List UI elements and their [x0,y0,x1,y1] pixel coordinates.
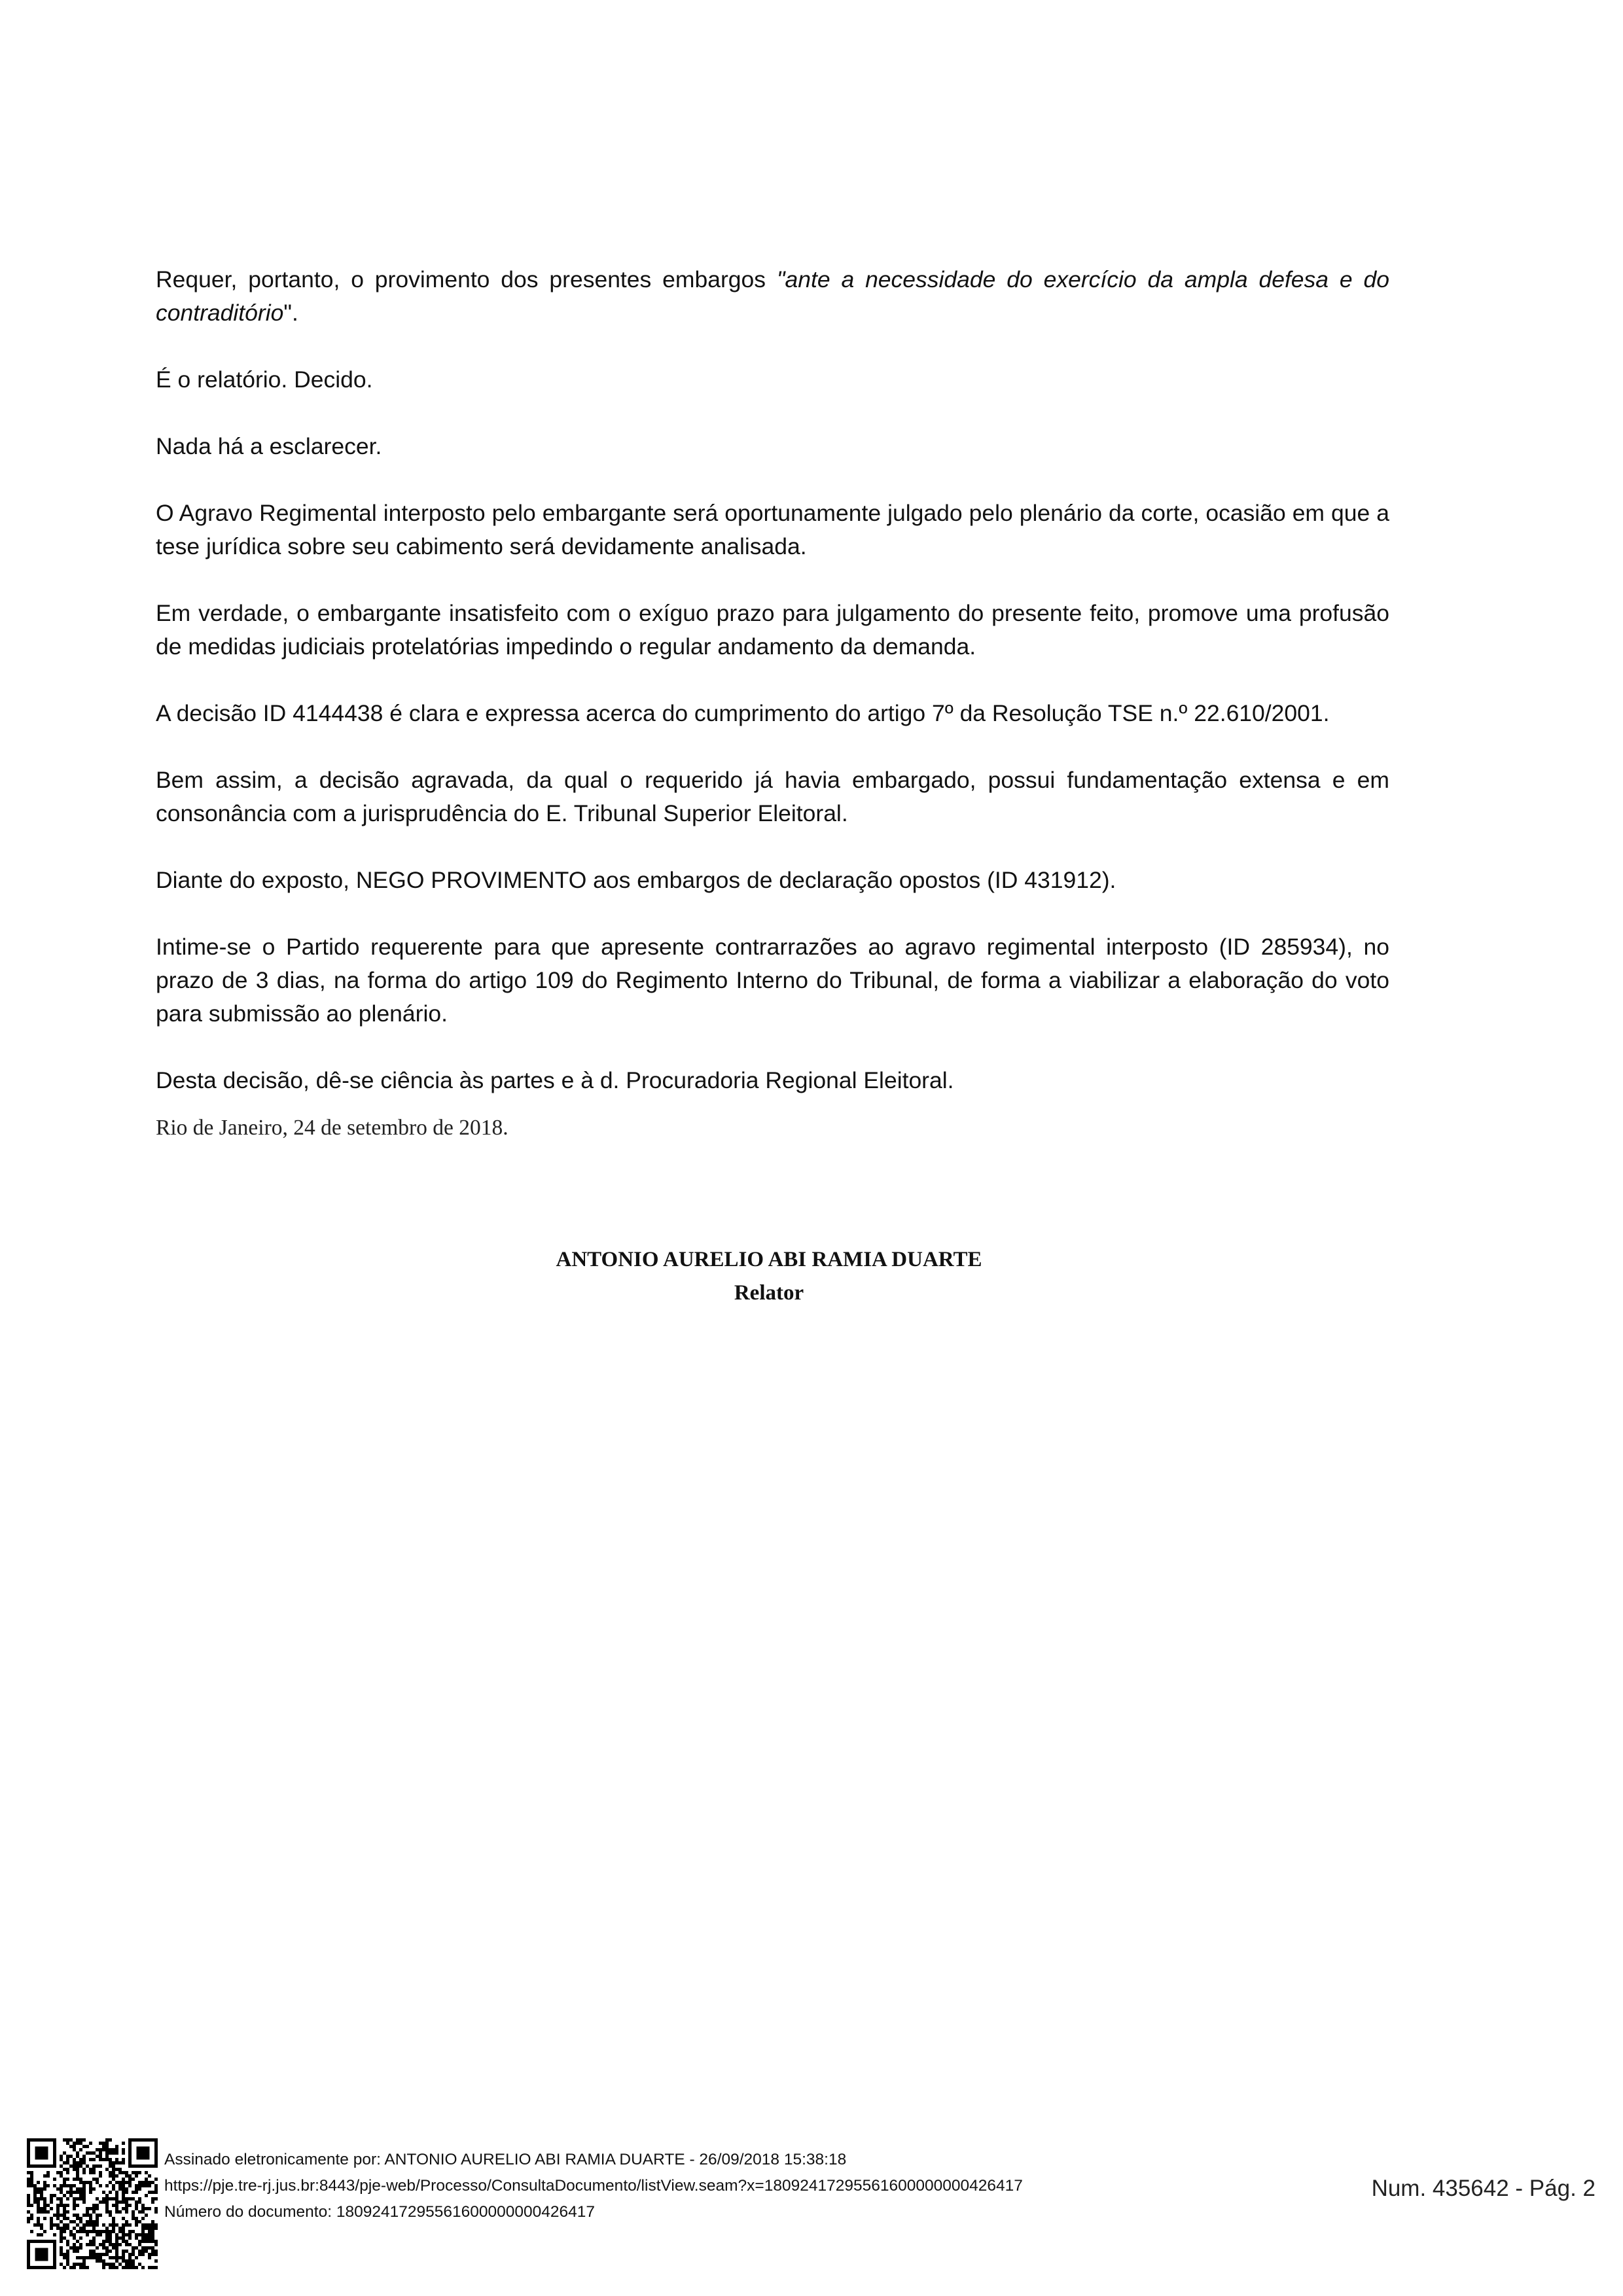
document-body [156,263,1389,1131]
document-number-line: Número do documento: 18092417295561600000000426417 [164,2203,595,2221]
date-line: Rio de Janeiro, 24 de setembro de 2018. [156,1116,508,1140]
signed-by-line: Assinado eletronicamente por: ANTONIO AURELIO ABI RAMIA DUARTE - 26/09/2018 15:38:18 [164,2151,847,2168]
qr-code-icon [24,2135,161,2272]
paragraph-ciencia: Desta decisão, dê-se ciência às partes e à d. Procuradoria Regional Eleitoral. [156,1067,954,1093]
page-number: Num. 435642 - Pág. 2 [1371,2176,1596,2201]
paragraph-text: ". [283,300,298,326]
quoted-text: "ante a necessidade do exercício da ampla defesa e do contraditório [156,266,1390,326]
paragraph-bem-assim: Bem assim, a decisão agravada, da qual o requerido já havia embargado, possui fundamentação extensa e em consonância com a jurisprudência do E. Tribunal Superior Eleitoral. [156,767,1389,826]
paragraph-intime-se: Intime-se o Partido requerente para que apresente contrarrazões ao agravo regimental interposto (ID 285934), no prazo de 3 dias, na forma do artigo 109 do Regimento Interno do Tribunal, de forma a viabilizar a elaboração do voto para submissão ao plenário. [156,934,1389,1027]
paragraph-nothing-to-clarify: Nada há a esclarecer. [156,433,382,459]
signatory-name: ANTONIO AURELIO ABI RAMIA DUARTE [556,1248,982,1271]
paragraph-report: É o relatório. Decido. [156,366,373,393]
signature-footer [164,2147,1023,2225]
paragraph-decisao-id: A decisão ID 4144438 é clara e expressa acerca do cumprimento do artigo 7º da Resolução TSE n.º 22.610/2001. [156,700,1330,726]
paragraph-verdade: Em verdade, o embargante insatisfeito com o exíguo prazo para julgamento do presente feito, promove uma profusão de medidas judiciais protelatórias impedindo o regular andamento da demanda. [156,600,1389,660]
signatory-role: Relator [734,1281,804,1305]
paragraph-request [156,263,1389,330]
document-url-link[interactable]: https://pje.tre-rj.jus.br:8443/pje-web/Processo/ConsultaDocumento/listView.seam?x=18092417295561600000000426417 [164,2177,1023,2195]
paragraph-diante-exposto: Diante do exposto, NEGO PROVIMENTO aos embargos de declaração opostos (ID 431912). [156,867,1116,893]
paragraph-agravo: O Agravo Regimental interposto pelo embargante será oportunamente julgado pelo plenário da corte, ocasião em que a tese jurídica sobre seu cabimento será devidamente analisada. [156,500,1389,559]
paragraph-text: Requer, portanto, o provimento dos presentes embargos [156,266,777,292]
